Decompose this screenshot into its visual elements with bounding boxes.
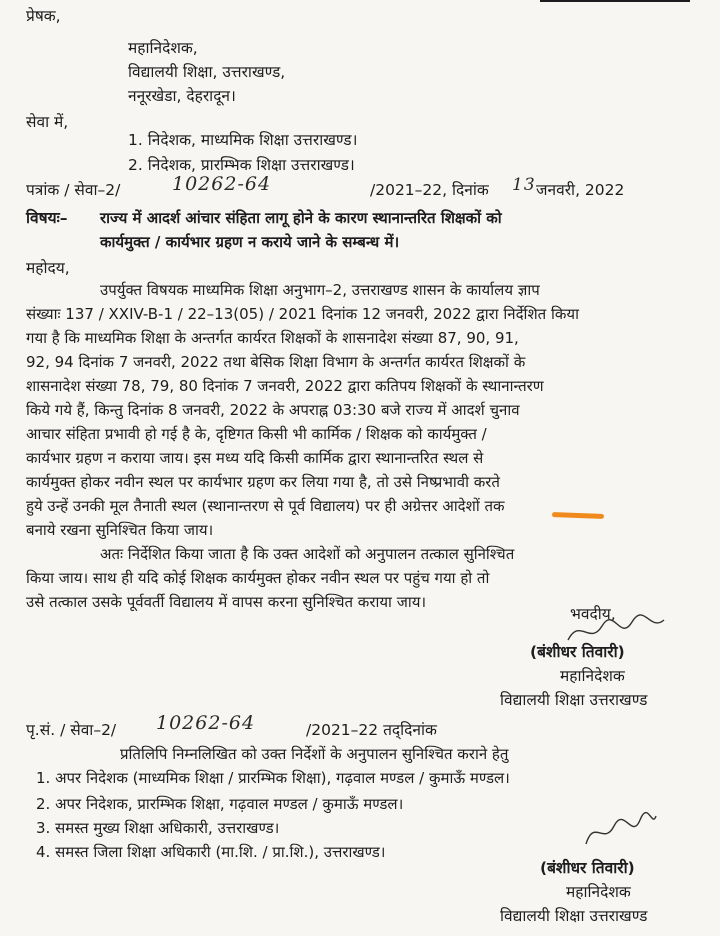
copy-ref-prefix: पृ.सं. / सेवा–2/	[26, 721, 117, 739]
signatory-dept: विद्यालयी शिक्षा उत्तराखण्ड	[500, 691, 648, 709]
para1-line: उपर्युक्त विषयक माध्यमिक शिक्षा अनुभाग–2, उत्तराखण्ड शासन के कार्यालय ज्ञाप	[100, 281, 540, 299]
sender-label: प्रेषक,	[26, 7, 61, 25]
para1-line: बनाये रखना सुनिश्चित किया जाय।	[26, 521, 214, 539]
para2-line: अतः निर्देशित किया जाता है कि उक्त आदेशों को अनुपालन तत्काल सुनिश्चित	[100, 545, 515, 563]
para1-line: गया है कि माध्यमिक शिक्षा के अन्तर्गत कार्यरत शिक्षकों के शासनादेश संख्या 87, 90, 91,	[26, 329, 519, 347]
recipient-label: सेवा में,	[26, 113, 69, 131]
para2-line: उसे तत्काल उसके पूर्ववर्ती विद्यालय में वापस करना सुनिश्चित कराया जाय।	[26, 593, 427, 611]
para1-line: संख्याः 137 / XXIV-B-1 / 22–13(05) / 2021 दिनांक 12 जनवरी, 2022 द्वारा निर्देशित किया	[26, 305, 579, 323]
signature-scribble-2	[580, 810, 660, 850]
signatory-name: (बंशीधर तिवारी)	[530, 643, 625, 661]
signatory2-title: महानिदेशक	[566, 883, 631, 901]
signatory-title: महानिदेशक	[560, 667, 625, 685]
copy-list-item: 4. समस्त जिला शिक्षा अधिकारी (मा.शि. / प्रा.शि.), उत्तराखण्ड।	[36, 843, 386, 861]
ref-handwritten-number: 10262-64	[172, 173, 272, 195]
para1-line: 92, 94 दिनांक 7 जनवरी, 2022 तथा बेसिक शिक्षा विभाग के अन्तर्गत कार्यरत शिक्षकों के	[26, 353, 526, 371]
ref-date-rest: जनवरी, 2022	[536, 181, 625, 199]
sender-line-2: विद्यालयी शिक्षा, उत्तराखण्ड,	[128, 63, 286, 81]
signatory2-dept: विद्यालयी शिक्षा उत्तराखण्ड	[500, 907, 648, 925]
para1-line: आचार संहिता प्रभावी हो गई है के, दृष्टिगत किसी भी कार्मिक / शिक्षक को कार्यमुक्त /	[26, 425, 487, 443]
sender-line-1: महानिदेशक,	[128, 39, 198, 57]
top-edge-underline	[540, 0, 690, 6]
ref-date-handwritten: 13	[512, 175, 536, 195]
closing: भवदीय,	[570, 605, 616, 623]
para1-line: कार्यमुक्त होकर नवीन स्थल पर कार्यभार ग्रहण कर लिया गया है, तो उसे निष्प्रभावी करते	[26, 473, 500, 491]
subject-line-2: कार्यमुक्त / कार्यभार ग्रहण न कराये जाने के सम्बन्ध में।	[100, 233, 400, 251]
salutation: महोदय,	[26, 259, 70, 277]
ref-suffix: /2021–22, दिनांक	[370, 181, 489, 199]
subject-label: विषयः–	[26, 209, 68, 227]
recipient-2: 2. निदेशक, प्रारम्भिक शिक्षा उत्तराखण्ड।	[128, 156, 355, 174]
para2-line: किया जाय। साथ ही यदि कोई शिक्षक कार्यमुक्त होकर नवीन स्थल पर पहुंच गया हो तो	[26, 569, 490, 587]
copy-list-item: 2. अपर निदेशक, प्रारम्भिक शिक्षा, गढ़वाल मण्डल / कुमाऊँ मण्डल।	[36, 795, 404, 813]
para1-line: शासनादेश संख्या 78, 79, 80 दिनांक 7 जनवरी, 2022 द्वारा कतिपय शिक्षकों के स्थानान्तरण	[26, 377, 544, 395]
copy-ref-handwritten-number: 10262-64	[156, 712, 256, 734]
copy-list-item: 3. समस्त मुख्य शिक्षा अधिकारी, उत्तराखण्ड।	[36, 819, 280, 837]
copy-intro: प्रतिलिपि निम्नलिखित को उक्त निर्देशों के अनुपालन सुनिश्चित कराने हेतु	[120, 745, 509, 763]
para1-line: कार्यभार ग्रहण न कराया जाय। इस मध्य यदि किसी कार्मिक द्वारा स्थानान्तरित स्थल से	[26, 449, 484, 467]
orange-highlight-mark	[552, 512, 604, 519]
signatory2-name: (बंशीधर तिवारी)	[540, 859, 635, 877]
sender-line-3: ननूरखेडा, देहरादून।	[128, 87, 236, 105]
recipient-1: 1. निदेशक, माध्यमिक शिक्षा उत्तराखण्ड।	[128, 131, 358, 149]
copy-list-item: 1. अपर निदेशक (माध्यमिक शिक्षा / प्रारम्भिक शिक्षा), गढ़वाल मण्डल / कुमाऊँ मण्डल।	[36, 769, 510, 787]
ref-prefix: पत्रांक / सेवा–2/	[26, 181, 121, 199]
para1-line: हुये उन्हें उनकी मूल तैनाती स्थल (स्थानान्तरण से पूर्व विद्यालय) पर ही अग्रेत्तर आदेशों तक	[26, 497, 505, 515]
para1-line: किये गये हैं, किन्तु दिनांक 8 जनवरी, 2022 के अपराह्न 03:30 बजे राज्य में आदर्श चुनाव	[26, 401, 520, 419]
subject-line-1: राज्य में आदर्श आंचार संहिता लागू होने के कारण स्थानान्तरित शिक्षकों को	[100, 209, 502, 227]
copy-ref-suffix: /2021–22 तद्‌दिनांक	[306, 721, 437, 739]
